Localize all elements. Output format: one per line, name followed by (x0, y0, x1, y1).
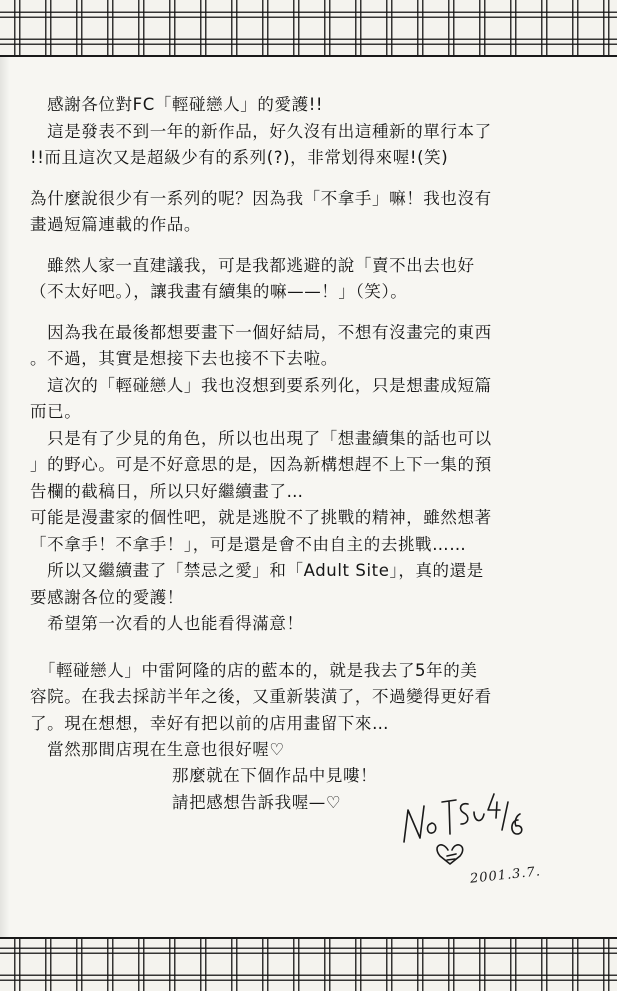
signature-date: 2001.3.7. (469, 864, 542, 887)
letter-line: 感謝各位對FC「輕碰戀人」的愛護!! (30, 95, 324, 114)
letter-line: 可能是漫畫家的個性吧，就是逃脫不了挑戰的精神，雖然想著 (30, 508, 492, 527)
letter-line: 了。現在想想，幸好有把以前的店用畫留下來… (30, 713, 390, 733)
letter-line: 「輕碰戀人」中雷阿隆的店的藍本的，就是我去了5年的美 (30, 660, 478, 680)
letter-line: 告欄的截稿日，所以只好繼續畫了… (30, 481, 304, 501)
letter-line: 要感謝各位的愛護！ (30, 587, 184, 607)
letter-line: 雖然人家一直建議我，可是我都逃避的說「賣不出去也好 (30, 255, 475, 275)
letter-line: 這次的「輕碰戀人」我也沒想到要系列化，只是想畫成短篇 (30, 375, 492, 395)
letter-line: 為什麼說很少有一系列的呢？因為我「不拿手」嘛！我也沒有 (30, 188, 492, 208)
letter-line: 當然那間店現在生意也很好喔♡ (30, 740, 285, 759)
letter-line: 容院。在我去採訪半年之後，又重新裝潢了，不過變得更好看 (30, 687, 492, 706)
letter-line: 希望第一次看的人也能看得滿意！ (30, 614, 304, 633)
letter-line: 「不拿手！不拿手！」，可是還是會不由自主的去挑戰…… (30, 534, 467, 554)
bottom-plaid-border (0, 939, 617, 991)
letter-line: 畫過短篇連載的作品。 (30, 215, 201, 234)
letter-line: 這是發表不到一年的新作品，好久沒有出這種新的單行本了 (30, 121, 492, 141)
letter-line: 。不過，其實是想接下去也接不下去啦。 (30, 349, 338, 368)
letter-line: !!而且這次又是超級少有的系列(?)，非常划得來喔!(笑) (30, 148, 449, 167)
closing-line-1: 那麼就在下個作品中見嘍！ (172, 766, 378, 785)
letter-line: 」的野心。可是不好意思的是，因為新構想趕不上下一集的預 (30, 455, 492, 474)
top-plaid-border (0, 0, 617, 55)
scan-binding-shadow (0, 57, 10, 937)
letter-line: 所以又繼續畫了「禁忌之愛」和「Adult Site」，真的還是 (30, 561, 484, 580)
top-border-edge (0, 55, 617, 57)
letter-line: （不太好吧。），讓我畫有續集的嘛——！」（笑）。 (30, 282, 408, 301)
closing-remarks (172, 762, 377, 816)
closing-line-2: 請把感想告訴我喔—♡ (172, 793, 342, 812)
letter-line: 而已。 (30, 402, 82, 421)
letter-line: 只是有了少見的角色，所以也出現了「想畫續集的話也可以 (30, 428, 492, 448)
letter-line: 因為我在最後都想要畫下一個好結局，不想有沒畫完的東西 (30, 322, 492, 342)
afterword-letter (30, 92, 610, 764)
